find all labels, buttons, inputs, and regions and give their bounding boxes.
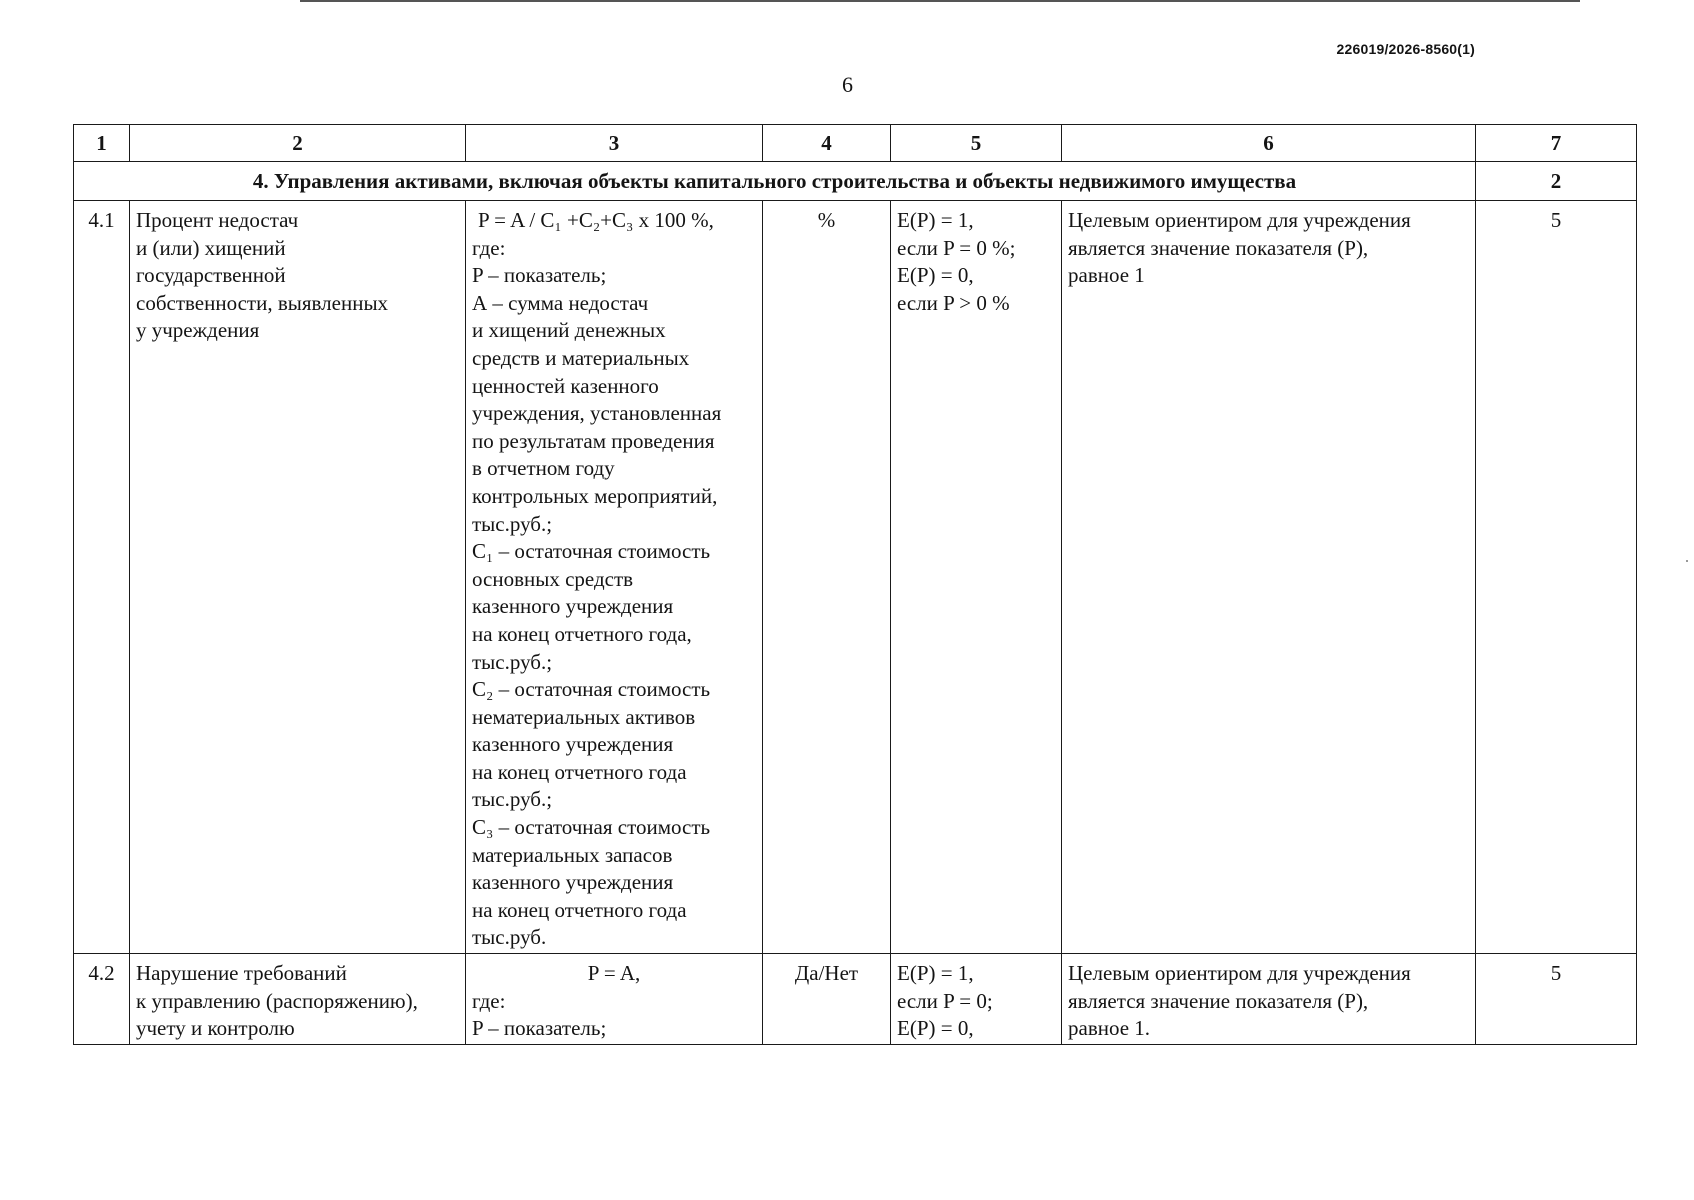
text-line: тыс.руб.; <box>472 787 553 812</box>
indicator-formula <box>466 201 763 954</box>
text-line: Целевым ориентиром для учреждения <box>1068 208 1411 232</box>
column-number-3: 3 <box>466 125 763 162</box>
column-number-1: 1 <box>74 125 130 162</box>
target-note <box>1062 201 1476 954</box>
text-line: в отчетном году <box>472 456 615 481</box>
text-line: C₁ – остаточная стоимость <box>472 539 711 564</box>
unit: Да/Нет <box>763 954 891 1045</box>
text-line: государственной <box>136 263 286 288</box>
text-line: А – сумма недостач <box>472 290 649 315</box>
column-number-7: 7 <box>1476 125 1637 162</box>
text-line: тыс.руб.; <box>472 649 553 674</box>
text-line: E(P) = 1, <box>897 961 974 986</box>
text-line: где: <box>472 988 506 1013</box>
text-line: является значение показателя (P), <box>1068 988 1369 1013</box>
text-line: E(P) = 0, <box>897 1016 974 1041</box>
text-line: учету и контролю <box>136 1016 295 1041</box>
text-line: и хищений денежных <box>472 318 666 343</box>
target-note <box>1062 954 1476 1045</box>
text-line: P = A / C₁ +C₂+C₃ x 100 %, <box>478 208 714 232</box>
indicator-name <box>130 201 466 954</box>
text-line: к управлению (распоряжению), <box>136 988 418 1013</box>
section-title: 4. Управления активами, включая объекты капитального строительства и объекты недвижимого имущества <box>74 162 1476 201</box>
column-number-row <box>74 125 1637 162</box>
text-line: если P = 0; <box>897 988 993 1013</box>
text-line: P – показатель; <box>472 1016 607 1041</box>
page-number: 6 <box>842 72 853 97</box>
text-line: собственности, выявленных <box>136 290 389 315</box>
text-line: ценностей казенного <box>472 373 659 398</box>
row-number: 4.1 <box>74 201 130 954</box>
text-line: и (или) хищений <box>136 235 286 260</box>
text-line: Нарушение требований <box>136 961 347 986</box>
estimate-rule <box>891 954 1062 1045</box>
text-line: нематериальных активов <box>472 704 696 729</box>
text-line: E(P) = 1, <box>897 208 974 232</box>
text-line: на конец отчетного года <box>472 897 687 922</box>
top-page-rule <box>300 0 1580 2</box>
section-weight: 2 <box>1476 162 1637 201</box>
text-line: на конец отчетного года, <box>472 621 692 646</box>
text-line: E(P) = 0, <box>897 263 974 288</box>
text-line: если P = 0 %; <box>897 235 1016 260</box>
indicator-formula <box>466 954 763 1045</box>
text-line: C₂ – остаточная стоимость <box>472 677 711 702</box>
column-number-6: 6 <box>1062 125 1476 162</box>
text-line: P – показатель; <box>472 263 607 288</box>
text-line: на конец отчетного года <box>472 759 687 784</box>
text-line: где: <box>472 235 506 260</box>
text-line: тыс.руб.; <box>472 511 553 536</box>
text-line: равное 1 <box>1068 263 1145 288</box>
text-line: контрольных мероприятий, <box>472 483 718 508</box>
document-number: 226019/2026-8560(1) <box>1336 41 1475 57</box>
column-number-5: 5 <box>891 125 1062 162</box>
scan-mark <box>1686 560 1688 562</box>
text-line: если P > 0 % <box>897 290 1010 315</box>
text-line: C₃ – остаточная стоимость <box>472 815 711 840</box>
text-line: по результатам проведения <box>472 428 715 453</box>
text-line: казенного учреждения <box>472 870 674 895</box>
unit: % <box>763 201 891 954</box>
text-line: P = A, <box>587 961 641 986</box>
column-number-4: 4 <box>763 125 891 162</box>
indicators-table <box>73 124 1637 1045</box>
text-line: Целевым ориентиром для учреждения <box>1068 961 1411 986</box>
row-number: 4.2 <box>74 954 130 1045</box>
row-weight: 5 <box>1476 201 1637 954</box>
table-row <box>74 201 1637 954</box>
estimate-rule <box>891 201 1062 954</box>
text-line: учреждения, установленная <box>472 401 722 426</box>
text-line: Процент недостач <box>136 208 299 232</box>
text-line: равное 1. <box>1068 1016 1151 1041</box>
text-line: казенного учреждения <box>472 594 674 619</box>
column-number-2: 2 <box>130 125 466 162</box>
text-line: тыс.руб. <box>472 925 547 950</box>
text-line: является значение показателя (P), <box>1068 235 1369 260</box>
row-weight: 5 <box>1476 954 1637 1045</box>
text-line: материальных запасов <box>472 842 673 867</box>
text-line: у учреждения <box>136 318 260 343</box>
text-line: средств и материальных <box>472 345 690 370</box>
section-row <box>74 162 1637 201</box>
indicator-name <box>130 954 466 1045</box>
text-line: казенного учреждения <box>472 732 674 757</box>
text-line: основных средств <box>472 566 634 591</box>
table-row <box>74 954 1637 1045</box>
